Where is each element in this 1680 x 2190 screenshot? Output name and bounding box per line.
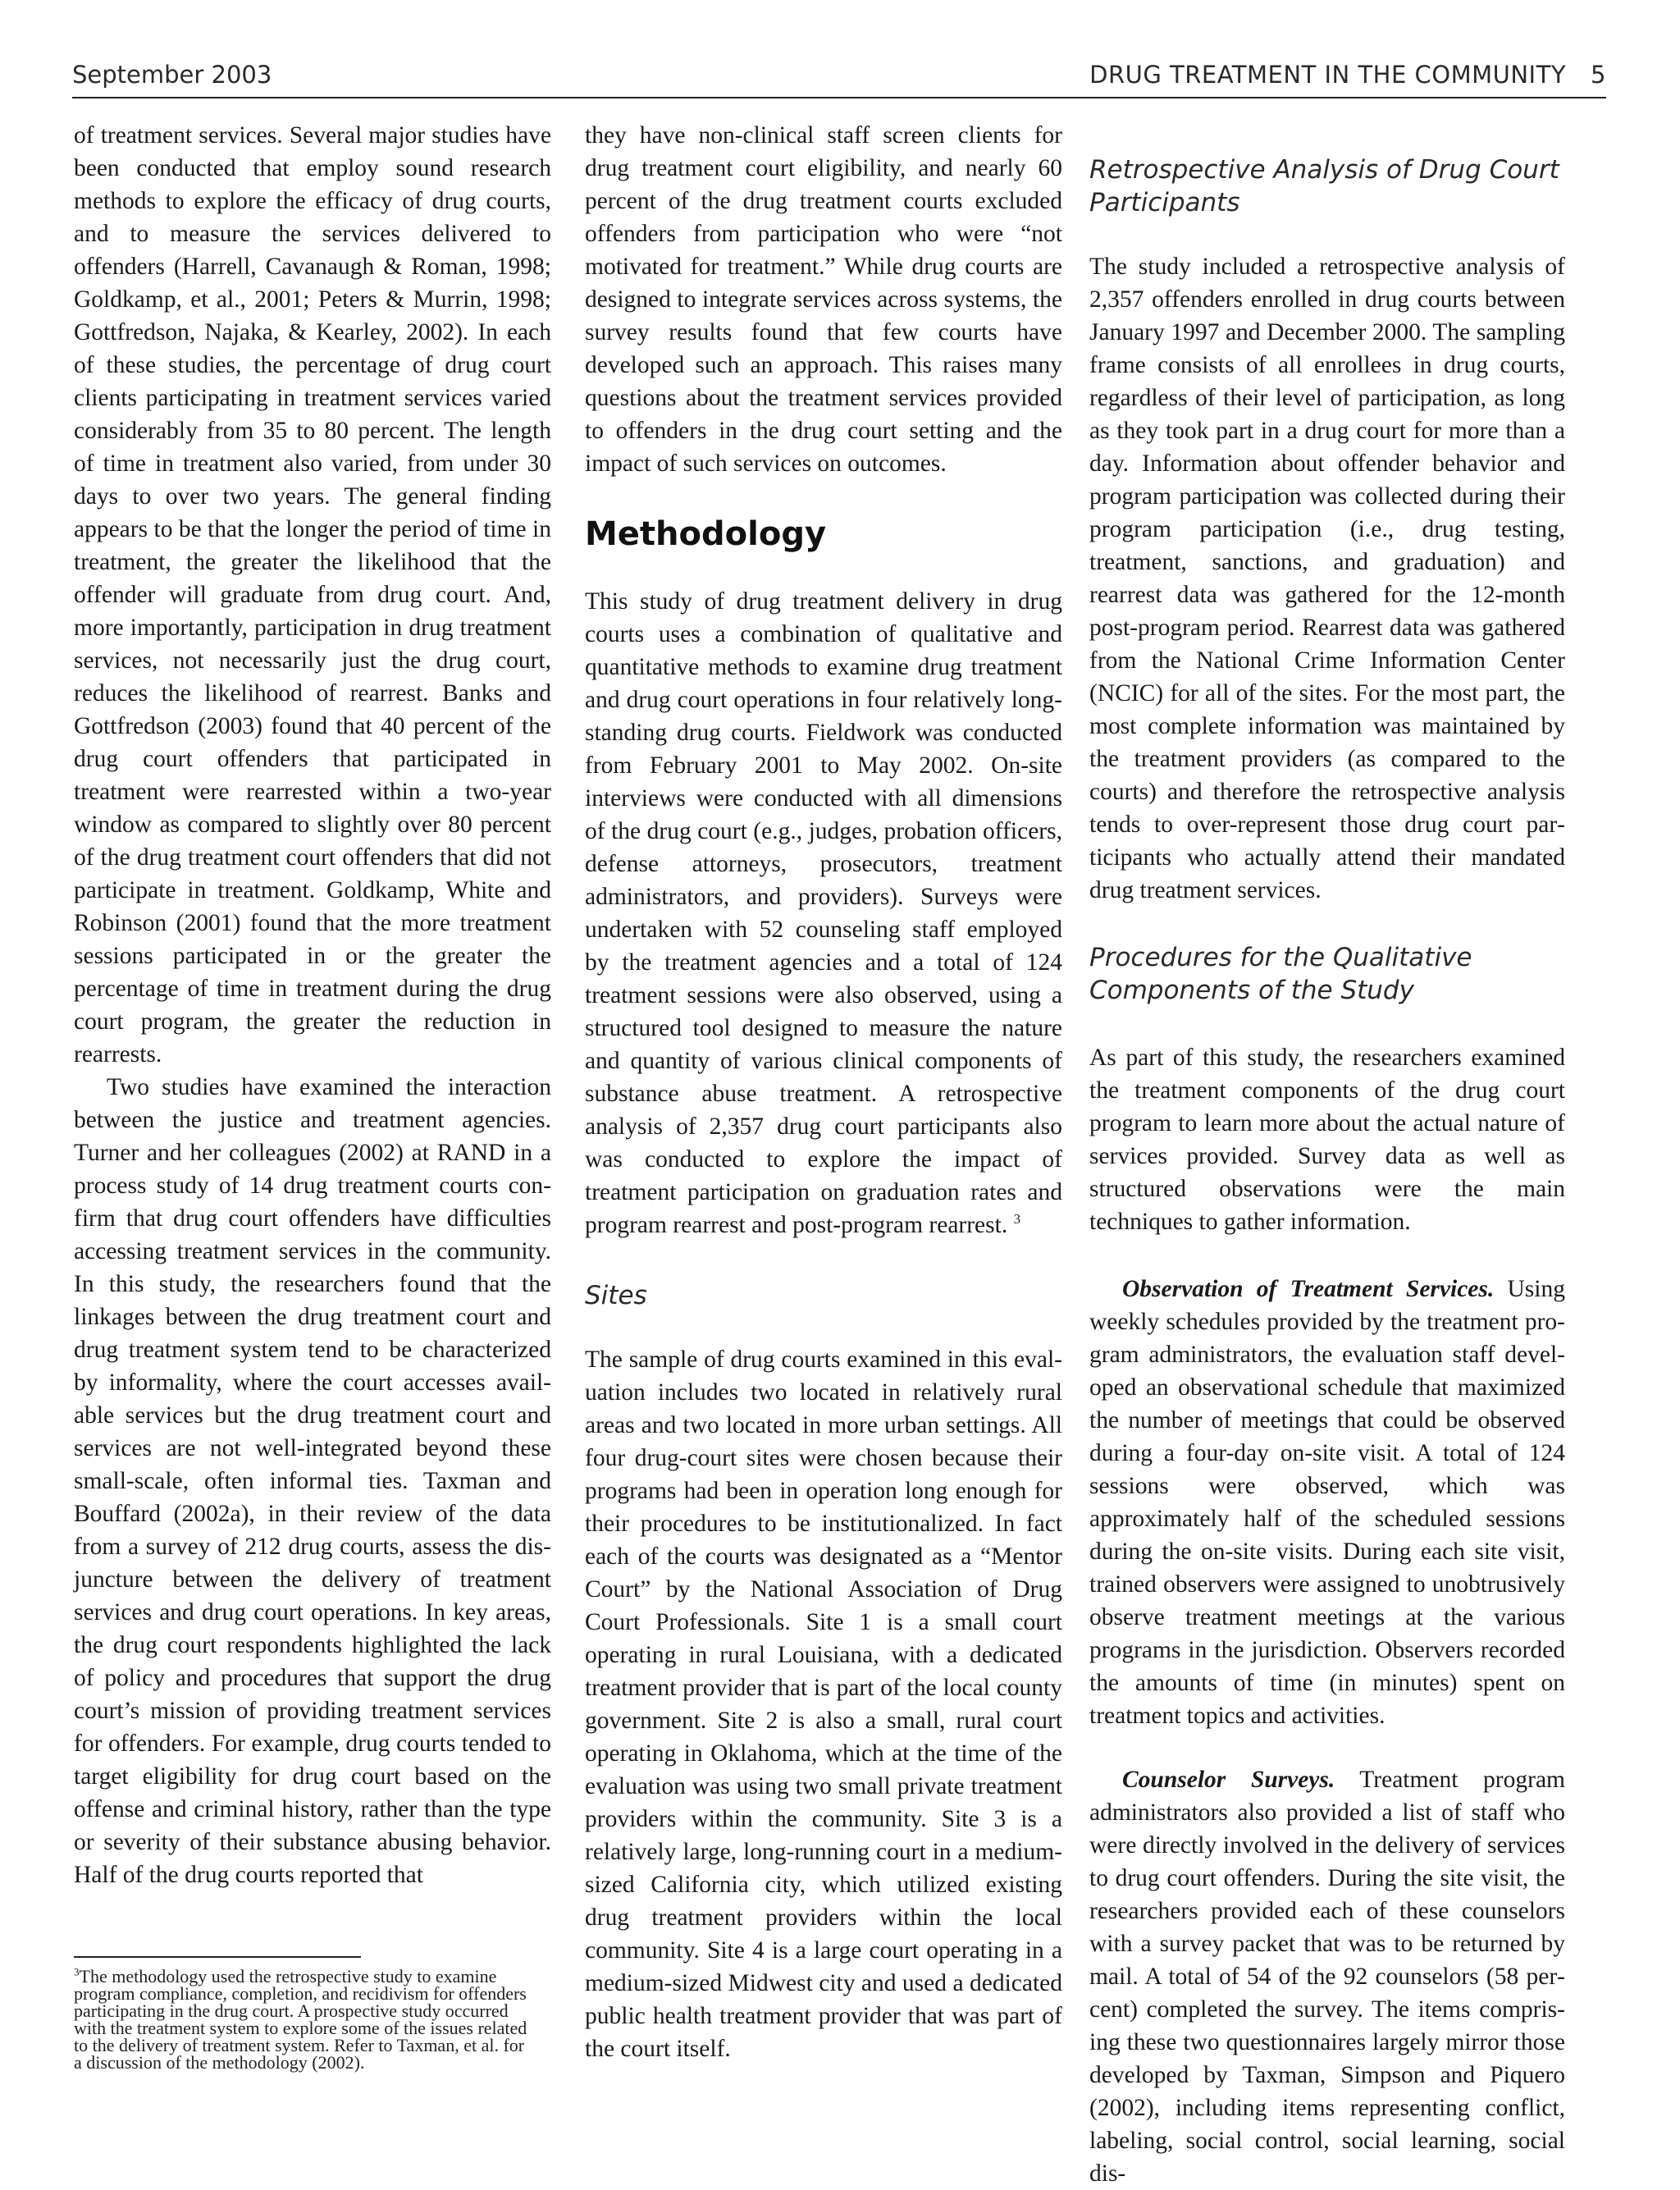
paragraph-screening: they have non-clinical staff screen clients for drug treatment court eligibility, and nearly 60 percent of the drug treatment courts excluded offenders from participation who were “not motivated for treatment.” While drug courts are designed to integrate services across systems, the survey results found that few courts have developed such an approach. This raises many questions about the treatment services provided to offenders in the drug court setting and the impact of such services on outcomes.: [585, 122, 1062, 477]
footnote-reference: 3: [1013, 1211, 1021, 1228]
paragraph-treatment-studies: of treatment services. Several major studies have been conducted that employ sound research methods to explore the efficacy of drug courts, and to measure the services delivered to offenders (Harrell, Cavanaugh & Roman, 1998; Goldkamp, et al., 2001; Peters & Murrin, 1998; Gottfredson, Najaka, & Kearley, 2002). In each of these studies, the percentage of drug court clients participating in treatment services varied considerably from 35 to 80 percent. The length of time in treatment also varied, from under 30 days to over two years. The general finding appears to be that the longer the period of time in treatment, the greater the likelihood that the offender will graduate from drug court. And, more importantly, participation in drug treatment services, not necessarily just the drug court, reduces the likelihood of rearrest. Banks and Gottfredson (2003) found that 40 percent of the drug court offenders that participated in treatment were rearrested within a two-year window as compared to slightly over 80 percent of the drug treatment court offenders that did not participate in treatment. Goldkamp, White and Robinson (2001) found that the more treatment sessions participated in or the greater the percentage of time in treatment during the drug court program, the greater the reduction in rearrests.: [74, 122, 551, 1068]
section-heading-methodology: Methodology: [585, 515, 827, 553]
footnote-marker: 3: [74, 1965, 80, 1978]
paragraph-methodology: [585, 585, 1062, 1241]
paragraph-counselor-surveys: [1089, 1763, 1565, 2190]
subheading-retrospective-analysis: Retrospective Analysis of Drug Court Participants: [1089, 155, 1559, 217]
paragraph-sites: The sample of drug courts examined in this evaluation includes two located in relatively rural areas and two located in more urban settings. All four drug-court sites were chosen because their programs had been in operation long enough for their procedures to be institutionalized. In fact each of the courts was designated as a “Mentor Court” by the National Association of Drug Court Professionals. Site 1 is a small court operating in rural Louisiana, with a dedicated treatment provider that is part of the local county government. Site 2 is also a small, rural court operating in Oklahoma, which at the time of the evaluation was using two small private treatment providers within the community. Site 3 is a relatively large, long-running court in a medium-sized California city, which utilized existing drug treatment providers within the local community. Site 4 is a large court operating in a medium-sized Midwest city and used a dedicated public health treatment provider that was part of the court itself.: [585, 1346, 1062, 2062]
subheading-sites: Sites: [585, 1281, 647, 1310]
header-journal-title: DRUG TREATMENT IN THE COMMUNITY: [1089, 61, 1567, 89]
page-number: 5: [1591, 61, 1606, 89]
observation-text: Using weekly schedules provided by the treatment program administrators, the evaluation staff developed an observational schedule that maximized the number of meetings that could be observed during a four-day on-site visit. A total of 124 sessions were observed, which was approximately half of the scheduled sessions during the on-site visits. During each site visit, trained observers were assigned to unobtrusively observe treatment meetings at the various programs in the jurisdiction. Observers recorded the amounts of time (in minutes) spent on treatment topics and activities.: [1089, 1276, 1565, 1729]
column-left: [74, 119, 551, 1891]
paragraph-observation: [1089, 1273, 1565, 1732]
header-date: September 2003: [72, 61, 272, 89]
footnote: [74, 1965, 533, 2073]
subheading-qualitative-procedures: Procedures for the Qualitative Components of the Study: [1089, 943, 1472, 1005]
counselor-surveys-text: Treatment program administrators also provided a list of staff who were directly involved in the delivery of services to drug court offenders. During the site visit, the researchers provided each of these counselors with a survey packet that was to be returned by mail. A total of 54 of the 92 counselors (58 percent) completed the survey. The items comprising these two questionnaires largely mirror those developed by Taxman, Simpson and Piquero (2002), including items representing conflict, labeling, social control, social learning, social dis-: [1089, 1767, 1565, 2187]
running-header: [72, 54, 1606, 98]
paragraph-qualitative-procedures: As part of this study, the researchers examined the treatment components of the drug court program to learn more about the actual nature of services provided. Survey data as well as structured observations were the main techniques to gather information.: [1089, 1045, 1565, 1235]
column-middle: [585, 119, 1062, 2065]
header-title-block: [1089, 61, 1606, 89]
runin-counselor-surveys: Counselor Surveys.: [1122, 1767, 1335, 1793]
paragraph-retrospective-analysis: The study included a retrospective analysis of 2,357 offenders enrolled in drug courts between January 1997 and December 2000. The sampling frame consists of all enrollees in drug courts, regardless of their level of participation, as long as they took part in a drug court for more than a day. Information about offender behavior and program participation was collected during their program participation (i.e., drug testing, treatment, sanctions, and graduation) and rearrest data was gathered for the 12-month post-program period. Rearrest data was gathered from the National Crime Information Center (NCIC) for all of the sites. For the most part, the most complete information was maintained by the treatment providers (as compared to the courts) and therefore the retrospective analysis tends to over-represent those drug court participants who actually attend their mandated drug treatment services.: [1089, 254, 1565, 903]
footnote-divider: [74, 1956, 361, 1958]
column-right: [1089, 119, 1565, 2190]
paragraph-justice-treatment-interaction: Two studies have examined the interaction between the justice and treatment agencies. Turner and her colleagues (2002) at RAND in a process study of 14 drug treatment courts confirm that drug court offenders have difficulties accessing treatment services in the community. In this study, the researchers found that the linkages between the drug treatment court and drug treatment system tend to be characterized by informality, where the court accesses available services but the drug treatment court and services are not well-integrated beyond these small-scale, often informal ties. Taxman and Bouffard (2002a), in their review of the data from a survey of 212 drug courts, assess the disjuncture between the delivery of treatment services and drug court operations. In key areas, the drug court respondents highlighted the lack of policy and procedures that support the drug court’s mission of providing treatment services for offenders. For example, drug courts tended to target eligibility for drug court based on the offense and criminal history, rather than the type or severity of their substance abusing behavior. Half of the drug courts reported that: [74, 1074, 551, 1888]
runin-observation: Observation of Treatment Services.: [1122, 1276, 1495, 1302]
footnote-text: The methodology used the retrospective study to examine program compliance, completion, and recidivism for offenders participating in the drug court. A prospective study occurred with the treatment system to explore some of the issues related to the delivery of treatment system. Refer to Taxman, et al. for a discussion of the methodology (2002).: [74, 1966, 527, 2073]
methodology-text: This study of drug treatment delivery in drug courts uses a combination of qualitative and quantitative methods to examine drug treatment and drug court operations in four relatively long-standing drug courts. Fieldwork was conducted from February 2001 to May 2002. On-site interviews were conducted with all dimensions of the drug court (e.g., judges, probation officers, defense attorneys, prosecutors, treatment administrators, and providers). Surveys were undertaken with 52 counseling staff employed by the treatment agencies and a total of 124 treatment sessions were also observed, using a structured tool designed to measure the nature and quantity of various clinical components of substance abuse treatment. A retrospective analysis of 2,357 drug court participants also was conducted to explore the impact of treatment participation on graduation rates and program rearrest and post-program rearrest.: [585, 588, 1062, 1238]
